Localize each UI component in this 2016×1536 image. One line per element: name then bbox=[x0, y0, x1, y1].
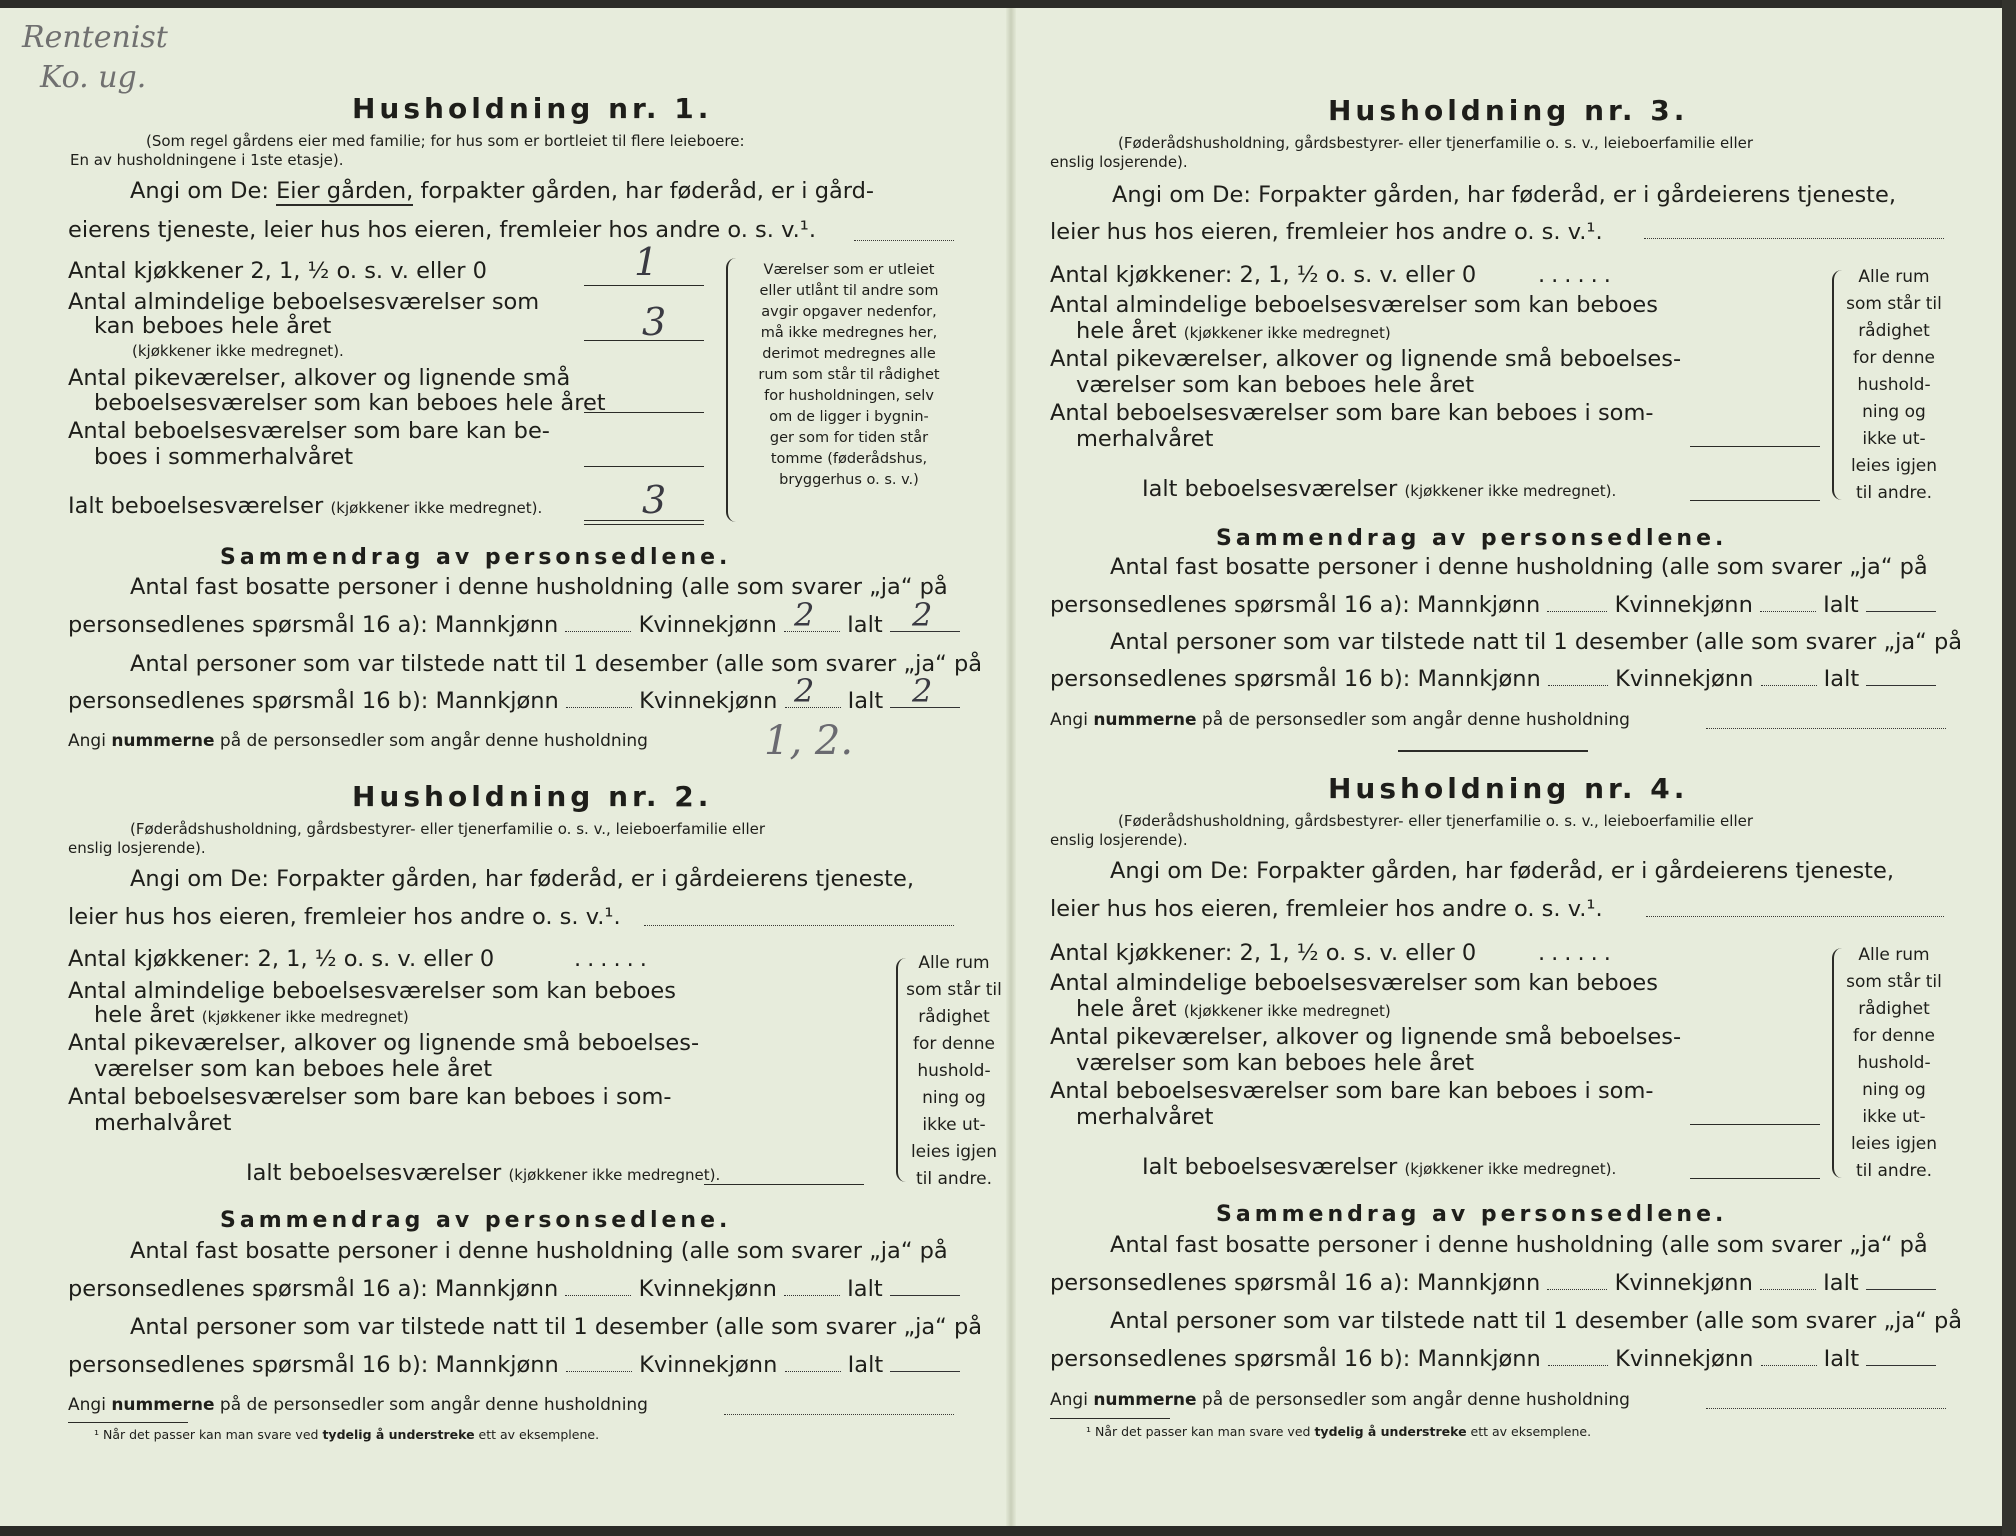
kvinne-label: Kvinnekjønn bbox=[638, 1276, 777, 1302]
mann-answer bbox=[565, 631, 631, 632]
ialt-answer-line-double bbox=[584, 524, 704, 525]
ialt-label: Ialt beboelsesværelser bbox=[68, 493, 324, 519]
s16a-line-1: Antal fast bosatte personer i denne husholdning (alle som svarer „ja“ på bbox=[130, 574, 948, 600]
kvinne-label: Kvinnekjønn bbox=[639, 1352, 778, 1378]
side-note-line: rådighet bbox=[1858, 321, 1930, 341]
pike-line-2: værelser som kan beboes hele året bbox=[94, 1056, 493, 1082]
ialt-note: (kjøkkener ikke medregnet). bbox=[1404, 482, 1617, 500]
section-separator bbox=[1398, 750, 1588, 752]
mann-answer bbox=[566, 1371, 632, 1372]
household-4-title: Husholdning nr. 4. bbox=[1328, 772, 1689, 805]
side-note-line: Alle rum bbox=[1858, 945, 1930, 965]
nummerne-pre: Angi bbox=[1050, 710, 1088, 730]
nummerne-post: på de personsedler som angår denne husholdning bbox=[219, 731, 648, 751]
alm-line-3: (kjøkkener ikke medregnet). bbox=[132, 342, 344, 360]
ialt-label: Ialt beboelsesværelser bbox=[1142, 476, 1398, 502]
household-2-summary-title: Sammendrag av personsedlene. bbox=[220, 1208, 732, 1233]
s16b-line-1: Antal personer som var tilstede natt til 1 desember (alle som svarer „ja“ på bbox=[130, 1314, 983, 1340]
mann-answer bbox=[1547, 611, 1607, 612]
ialt-note: (kjøkkener ikke medregnet). bbox=[330, 499, 543, 517]
household-2-note-line-1: (Føderådshusholdning, gårdsbestyrer- eller tjenerfamilie o. s. v., leieboerfamilie eller bbox=[130, 820, 766, 838]
ialt-line bbox=[1142, 1154, 1616, 1180]
alm-value: 3 bbox=[642, 300, 667, 344]
s16b-ialt-value: 2 bbox=[912, 672, 933, 710]
kvinne-answer-line bbox=[785, 1371, 841, 1372]
kvinne-answer-line bbox=[1760, 1289, 1816, 1290]
kjokken-label: Antal kjøkkener: 2, 1, ½ o. s. v. eller 0 bbox=[68, 946, 495, 972]
nummerne-bold: nummerne bbox=[111, 1395, 215, 1415]
pike-line-1: Antal pikeværelser, alkover og lignende små beboelses- bbox=[1050, 1024, 1682, 1050]
side-note-line: Værelser som er utleiet bbox=[763, 262, 935, 278]
side-note-line: om de ligger i bygnin- bbox=[769, 409, 929, 425]
alm-label: hele året bbox=[94, 1002, 195, 1028]
nummerne-answer-line bbox=[724, 1414, 954, 1415]
kjokken-label: Antal kjøkkener 2, 1, ½ o. s. v. eller 0 bbox=[68, 258, 487, 284]
s16b-line-2 bbox=[68, 688, 960, 714]
pike-line-2: værelser som kan beboes hele året bbox=[1076, 372, 1475, 398]
side-note bbox=[1844, 264, 1944, 507]
household-2-title: Husholdning nr. 2. bbox=[352, 780, 713, 813]
s16a-label: personsedlenes spørsmål 16 a): Mannkjønn bbox=[68, 1276, 559, 1302]
ialt-answer-line bbox=[1866, 685, 1936, 686]
household-2-angi-line-2: leier hus hos eieren, fremleier hos andre o. s. v.¹. bbox=[68, 904, 621, 930]
footnote-post: ett av eksemplene. bbox=[1470, 1424, 1592, 1439]
nummerne-post: på de personsedler som angår denne husholdning bbox=[1201, 710, 1630, 730]
nummerne-post: på de personsedler som angår denne husholdning bbox=[219, 1395, 648, 1415]
alm-line-2 bbox=[94, 1002, 409, 1028]
alm-line-2 bbox=[1076, 996, 1391, 1022]
side-note-line: ning og bbox=[1862, 402, 1926, 422]
kvinne-label: Kvinnekjønn bbox=[1615, 666, 1754, 692]
household-4-angi-line-1: Angi om De: Forpakter gården, har føderåd, er i gårdeierens tjeneste, bbox=[1110, 858, 1894, 884]
s16b-line-1: Antal personer som var tilstede natt til 1 desember (alle som svarer „ja“ på bbox=[1110, 1308, 1963, 1334]
kvinne-answer-line bbox=[1761, 1365, 1817, 1366]
household-3-note-line-1: (Føderådshusholdning, gårdsbestyrer- eller tjenerfamilie o. s. v., leieboerfamilie eller bbox=[1118, 134, 1754, 152]
household-4-summary-title: Sammendrag av personsedlene. bbox=[1216, 1202, 1728, 1227]
ialt-label: Ialt bbox=[1823, 1346, 1860, 1372]
nummerne-bold: nummerne bbox=[111, 731, 215, 751]
side-note-line: ikke ut- bbox=[922, 1115, 986, 1135]
ialt-line bbox=[246, 1160, 720, 1186]
side-note-line: bryggerhus o. s. v.) bbox=[779, 472, 919, 488]
kjokken-label: Antal kjøkkener: 2, 1, ½ o. s. v. eller 0 bbox=[1050, 940, 1477, 966]
side-note-line: leies igjen bbox=[1850, 456, 1938, 476]
side-note-line: tomme (føderådshus, bbox=[770, 451, 928, 467]
ialt-answer-line bbox=[1866, 1365, 1936, 1366]
kvinne-label: Kvinnekjønn bbox=[1614, 1270, 1753, 1296]
s16a-line-2 bbox=[1050, 1270, 1936, 1296]
side-note-line: avgir opgaver nedenfor, bbox=[761, 304, 937, 320]
side-note-line: til andre. bbox=[1856, 483, 1932, 503]
side-note-line: som står til bbox=[1846, 972, 1942, 992]
s16b-line-2 bbox=[1050, 1346, 1936, 1372]
ialt-answer-line bbox=[1690, 1178, 1820, 1179]
sommer-line-2: merhalvåret bbox=[1076, 426, 1214, 452]
s16b-line-1: Antal personer som var tilstede natt til 1 desember (alle som svarer „ja“ på bbox=[130, 651, 983, 677]
footnote-bold: tydelig å understreke bbox=[1314, 1424, 1467, 1439]
mann-answer bbox=[1548, 1365, 1608, 1366]
alm-line-1: Antal almindelige beboelsesværelser som bbox=[68, 289, 540, 315]
nummerne-line bbox=[1050, 710, 1630, 730]
scan-edge-right bbox=[2002, 0, 2016, 1536]
kvinne-answer-line bbox=[1761, 685, 1817, 686]
pencil-annotation-line-1: Rentenist bbox=[22, 20, 168, 55]
side-note-line: for husholdningen, selv bbox=[764, 388, 934, 404]
side-note-line: ning og bbox=[1862, 1080, 1926, 1100]
nummerne-line bbox=[1050, 1390, 1630, 1410]
footnote bbox=[1086, 1424, 1591, 1439]
ialt-answer-line bbox=[704, 1184, 864, 1185]
ialt-answer-line bbox=[1866, 1289, 1936, 1290]
alm-note: (kjøkkener ikke medregnet) bbox=[1183, 1002, 1391, 1020]
s16a-label: personsedlenes spørsmål 16 a): Mannkjønn bbox=[1050, 592, 1541, 618]
pike-line-1: Antal pikeværelser, alkover og lignende små beboelses- bbox=[1050, 346, 1682, 372]
s16b-line-1: Antal personer som var tilstede natt til 1 desember (alle som svarer „ja“ på bbox=[1110, 629, 1963, 655]
ialt-note: (kjøkkener ikke medregnet). bbox=[1404, 1160, 1617, 1178]
ialt-value: 3 bbox=[642, 478, 667, 522]
side-note bbox=[1844, 942, 1944, 1185]
sommer-answer-line bbox=[584, 466, 704, 467]
angi-label: Angi om De: bbox=[130, 178, 269, 204]
ialt-answer-line bbox=[1690, 500, 1820, 501]
pike-answer-line bbox=[584, 412, 704, 413]
household-1-title: Husholdning nr. 1. bbox=[352, 92, 713, 125]
alm-note: (kjøkkener ikke medregnet) bbox=[201, 1008, 409, 1026]
nummerne-pre: Angi bbox=[1050, 1390, 1088, 1410]
s16a-line-1: Antal fast bosatte personer i denne husholdning (alle som svarer „ja“ på bbox=[1110, 1232, 1928, 1258]
side-brace bbox=[1832, 948, 1844, 1178]
alm-line-1: Antal almindelige beboelsesværelser som kan beboes bbox=[68, 978, 676, 1004]
s16b-line-2 bbox=[1050, 666, 1936, 692]
s16a-line-2 bbox=[1050, 592, 1936, 618]
household-3-angi-line-2: leier hus hos eieren, fremleier hos andre o. s. v.¹. bbox=[1050, 219, 1603, 245]
left-page bbox=[64, 0, 1012, 1536]
mann-answer bbox=[1548, 685, 1608, 686]
nummerne-value: 1, 2. bbox=[764, 718, 854, 764]
kjokken-label: Antal kjøkkener: 2, 1, ½ o. s. v. eller 0 bbox=[1050, 262, 1477, 288]
angi-answer-line bbox=[854, 240, 954, 241]
side-note-line: som står til bbox=[1846, 294, 1942, 314]
alm-line-1: Antal almindelige beboelsesværelser som kan beboes bbox=[1050, 292, 1658, 318]
s16b-label: personsedlenes spørsmål 16 b): Mannkjønn bbox=[68, 1352, 559, 1378]
side-note-line: ikke ut- bbox=[1862, 429, 1926, 449]
nummerne-answer-line bbox=[1706, 728, 1946, 729]
side-note-line: til andre. bbox=[916, 1169, 992, 1189]
kvinne-label: Kvinnekjønn bbox=[638, 612, 777, 638]
ialt-label: Ialt bbox=[847, 688, 884, 714]
ialt-line bbox=[1142, 476, 1616, 502]
side-note bbox=[904, 950, 1004, 1193]
household-4-angi-line-2: leier hus hos eieren, fremleier hos andre o. s. v.¹. bbox=[1050, 896, 1603, 922]
angi-answer-line bbox=[1646, 916, 1944, 917]
pike-line-2: beboelsesværelser som kan beboes hele året bbox=[94, 390, 606, 416]
footnote-pre: ¹ Når det passer kan man svare ved bbox=[94, 1427, 319, 1442]
nummerne-bold: nummerne bbox=[1093, 1390, 1197, 1410]
ialt-answer-line bbox=[1866, 611, 1936, 612]
household-2-angi-line-1: Angi om De: Forpakter gården, har føderåd, er i gårdeierens tjeneste, bbox=[130, 866, 914, 892]
household-1-angi-line-2: eierens tjeneste, leier hus hos eieren, fremleier hos andre o. s. v.¹. bbox=[68, 217, 816, 243]
sommer-line-2: merhalvåret bbox=[94, 1110, 232, 1136]
right-page bbox=[1046, 0, 1994, 1536]
sommer-line-1: Antal beboelsesværelser som bare kan beboes i som- bbox=[68, 1084, 672, 1110]
ialt-label: Ialt beboelsesværelser bbox=[1142, 1154, 1398, 1180]
side-note-line: for denne bbox=[912, 1034, 996, 1054]
angi-answer-line bbox=[1644, 238, 1944, 239]
household-1-note-line-2: En av husholdningene i 1ste etasje). bbox=[70, 151, 344, 169]
side-note-line: som står til bbox=[906, 980, 1002, 1000]
s16a-line-2 bbox=[68, 612, 960, 638]
household-4-note-line-2: enslig losjerende). bbox=[1050, 831, 1188, 849]
side-note-line: ning og bbox=[922, 1088, 986, 1108]
sommer-line-1: Antal beboelsesværelser som bare kan beboes i som- bbox=[1050, 1078, 1654, 1104]
side-note-line: for denne bbox=[1852, 1026, 1936, 1046]
kjokken-value: 1 bbox=[634, 240, 659, 284]
side-note-line: rådighet bbox=[918, 1007, 990, 1027]
side-note-line: må ikke medregnes her, bbox=[760, 325, 938, 341]
kvinne-answer-line bbox=[1760, 611, 1816, 612]
household-2-note-line-2: enslig losjerende). bbox=[68, 839, 206, 857]
nummerne-answer-line bbox=[1706, 1408, 1946, 1409]
household-3-note-line-2: enslig losjerende). bbox=[1050, 153, 1188, 171]
s16a-label: personsedlenes spørsmål 16 a): Mannkjønn bbox=[68, 612, 559, 638]
s16a-label: personsedlenes spørsmål 16 a): Mannkjønn bbox=[1050, 1270, 1541, 1296]
alm-label: hele året bbox=[1076, 318, 1177, 344]
footnote-rule bbox=[68, 1422, 188, 1423]
s16a-line-1: Antal fast bosatte personer i denne husholdning (alle som svarer „ja“ på bbox=[1110, 554, 1928, 580]
ialt-label: Ialt bbox=[1823, 1270, 1859, 1296]
alm-label: hele året bbox=[1076, 996, 1177, 1022]
ialt-line bbox=[68, 493, 542, 519]
ialt-label: Ialt bbox=[847, 612, 883, 638]
kjokken-dots: ...... bbox=[1538, 940, 1617, 966]
side-note-line: ger som for tiden står bbox=[769, 430, 929, 446]
footnote-bold: tydelig å understreke bbox=[322, 1427, 475, 1442]
kjokken-dots: ...... bbox=[574, 946, 653, 972]
pike-line-1: Antal pikeværelser, alkover og lignende små beboelses- bbox=[68, 1030, 700, 1056]
nummerne-post: på de personsedler som angår denne husholdning bbox=[1201, 1390, 1630, 1410]
sommer-answer-line bbox=[1690, 446, 1820, 447]
s16b-label: personsedlenes spørsmål 16 b): Mannkjønn bbox=[68, 688, 559, 714]
kjokken-dots: ...... bbox=[1538, 262, 1617, 288]
pike-line-1: Antal pikeværelser, alkover og lignende små bbox=[68, 365, 571, 391]
ialt-note: (kjøkkener ikke medregnet). bbox=[508, 1166, 721, 1184]
ialt-label: Ialt bbox=[1823, 592, 1859, 618]
s16a-kvinne-value: 2 bbox=[794, 596, 815, 634]
angi-answer-line bbox=[644, 925, 954, 926]
side-note-line: derimot medregnes alle bbox=[762, 346, 936, 362]
ialt-label: Ialt bbox=[847, 1352, 884, 1378]
alm-line-2: kan beboes hele året bbox=[94, 313, 332, 339]
nummerne-bold: nummerne bbox=[1093, 710, 1197, 730]
kvinne-label: Kvinnekjønn bbox=[639, 688, 778, 714]
s16b-label: personsedlenes spørsmål 16 b): Mannkjønn bbox=[1050, 1346, 1541, 1372]
alm-note: (kjøkkener ikke medregnet) bbox=[1183, 324, 1391, 342]
household-1-note-line-1: (Som regel gårdens eier med familie; for hus som er bortleiet til flere leieboere: bbox=[146, 132, 745, 150]
side-note-line: til andre. bbox=[1856, 1161, 1932, 1181]
side-note-line: ikke ut- bbox=[1862, 1107, 1926, 1127]
side-note-line: Alle rum bbox=[1858, 267, 1930, 287]
mann-answer bbox=[1547, 1289, 1607, 1290]
side-note-line: rådighet bbox=[1858, 999, 1930, 1019]
nummerne-pre: Angi bbox=[68, 731, 106, 751]
kvinne-answer-line bbox=[784, 1295, 840, 1296]
footnote-rule bbox=[1050, 1418, 1170, 1419]
sommer-line-1: Antal beboelsesværelser som bare kan be- bbox=[68, 418, 550, 444]
side-note-line: rum som står til rådighet bbox=[758, 367, 940, 383]
kjokken-answer-line bbox=[584, 285, 704, 286]
nummerne-line bbox=[68, 1395, 648, 1415]
side-note-line: hushold- bbox=[917, 1061, 991, 1081]
side-note-line: leies igjen bbox=[910, 1142, 998, 1162]
ialt-answer-line bbox=[890, 1295, 960, 1296]
ialt-label: Ialt bbox=[847, 1276, 883, 1302]
s16b-label: personsedlenes spørsmål 16 b): Mannkjønn bbox=[1050, 666, 1541, 692]
side-note-line: hushold- bbox=[1857, 1053, 1931, 1073]
sommer-line-2: merhalvåret bbox=[1076, 1104, 1214, 1130]
side-note bbox=[734, 260, 964, 491]
kvinne-label: Kvinnekjønn bbox=[1614, 592, 1753, 618]
footnote-post: ett av eksemplene. bbox=[478, 1427, 600, 1442]
alm-line-2 bbox=[1076, 318, 1391, 344]
sommer-answer-line bbox=[1690, 1124, 1820, 1125]
household-1-summary-title: Sammendrag av personsedlene. bbox=[220, 545, 732, 570]
s16a-ialt-value: 2 bbox=[912, 596, 933, 634]
pike-line-2: værelser som kan beboes hele året bbox=[1076, 1050, 1475, 1076]
footnote bbox=[94, 1427, 599, 1442]
household-3-summary-title: Sammendrag av personsedlene. bbox=[1216, 526, 1728, 551]
mann-answer bbox=[566, 707, 632, 708]
nummerne-line bbox=[68, 731, 648, 751]
side-brace bbox=[1832, 270, 1844, 500]
household-3-angi-line-1: Angi om De: Forpakter gården, har føderåd, er i gårdeierens tjeneste, bbox=[1112, 182, 1896, 208]
pencil-annotation-line-2: Ko. ug. bbox=[40, 60, 147, 95]
nummerne-pre: Angi bbox=[68, 1395, 106, 1415]
ialt-answer-line bbox=[890, 1371, 960, 1372]
kvinne-label: Kvinnekjønn bbox=[1615, 1346, 1754, 1372]
alm-line-1: Antal almindelige beboelsesværelser som kan beboes bbox=[1050, 970, 1658, 996]
angi-eier-underlined: Eier gården, bbox=[276, 178, 414, 204]
s16b-line-2 bbox=[68, 1352, 960, 1378]
sommer-line-2: boes i sommerhalvåret bbox=[94, 444, 354, 470]
s16a-line-1: Antal fast bosatte personer i denne husholdning (alle som svarer „ja“ på bbox=[130, 1238, 948, 1264]
side-note-line: hushold- bbox=[1857, 375, 1931, 395]
household-4-note-line-1: (Føderådshusholdning, gårdsbestyrer- eller tjenerfamilie o. s. v., leieboerfamilie eller bbox=[1118, 812, 1754, 830]
s16a-line-2 bbox=[68, 1276, 960, 1302]
footnote-pre: ¹ Når det passer kan man svare ved bbox=[1086, 1424, 1311, 1439]
side-note-line: eller utlånt til andre som bbox=[759, 283, 939, 299]
angi-rest: forpakter gården, har føderåd, er i gård- bbox=[420, 178, 875, 204]
mann-answer bbox=[565, 1295, 631, 1296]
sommer-line-1: Antal beboelsesværelser som bare kan beboes i som- bbox=[1050, 400, 1654, 426]
household-1-angi-line-1 bbox=[130, 178, 874, 204]
side-note-line: Alle rum bbox=[918, 953, 990, 973]
ialt-label: Ialt beboelsesværelser bbox=[246, 1160, 502, 1186]
household-3-title: Husholdning nr. 3. bbox=[1328, 94, 1689, 127]
ialt-label: Ialt bbox=[1823, 666, 1860, 692]
side-note-line: leies igjen bbox=[1850, 1134, 1938, 1154]
s16b-kvinne-value: 2 bbox=[794, 672, 815, 710]
side-note-line: for denne bbox=[1852, 348, 1936, 368]
